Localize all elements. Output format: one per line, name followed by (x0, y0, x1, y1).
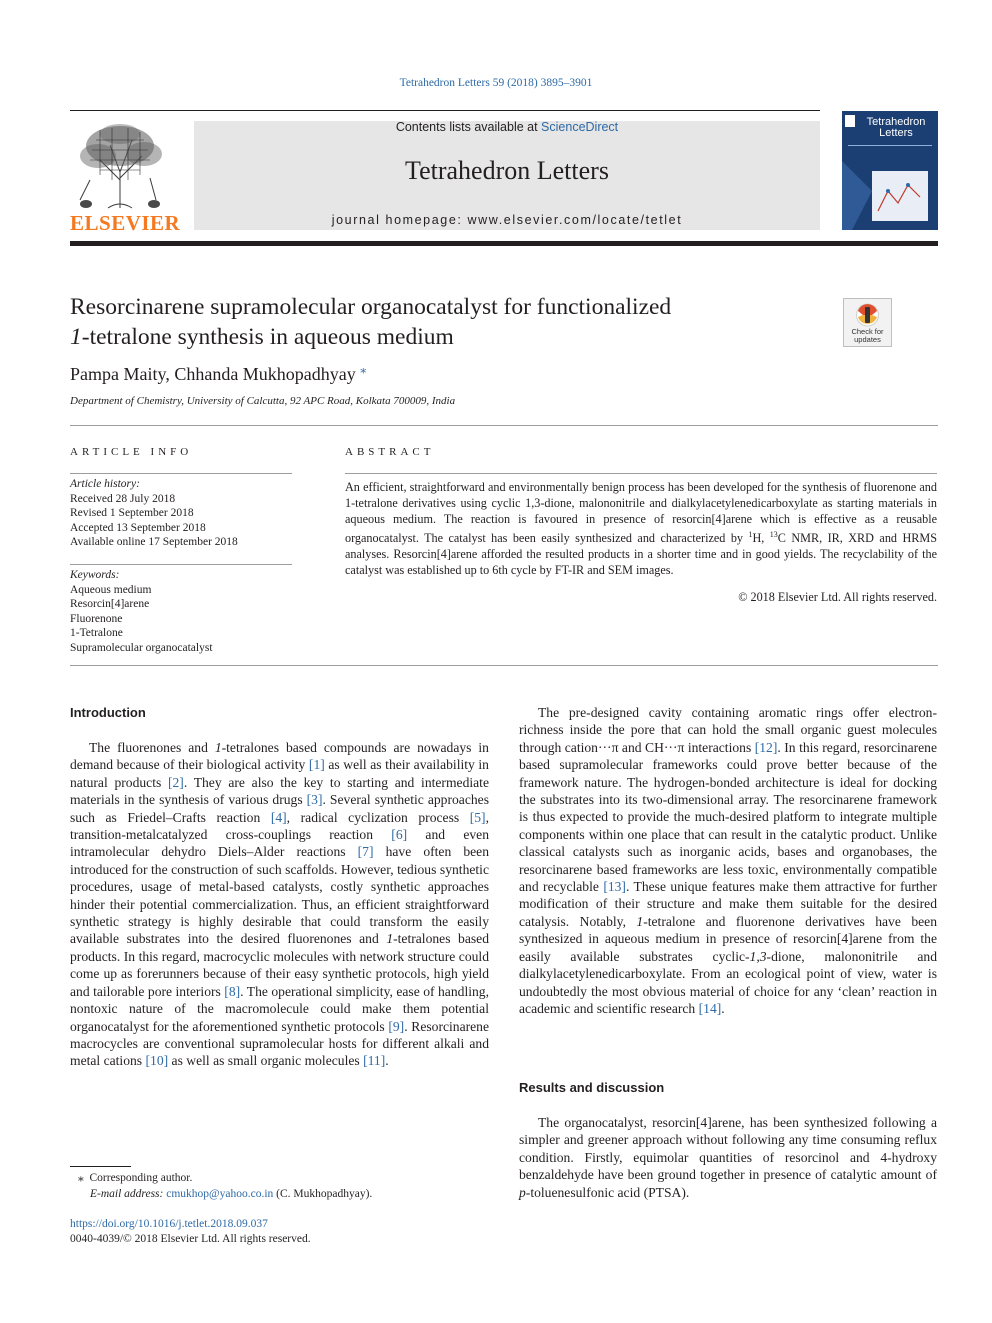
column-2-body (519, 704, 937, 1017)
header-thick-rule (70, 241, 938, 246)
footnote-corresponding (78, 1170, 192, 1186)
keyword: Supramolecular organocatalyst (70, 641, 213, 654)
journal-cover-thumbnail[interactable] (842, 111, 938, 230)
footnote-mark: ⁎ (78, 1172, 84, 1184)
article-info-heading: ARTICLE INFO (70, 446, 193, 458)
citation-link[interactable]: [10] (145, 1053, 169, 1069)
citation-link[interactable]: [2] (167, 774, 184, 790)
title-line-1: Resorcinarene supramolecular organocatalyst for functionalized (70, 294, 672, 320)
article-info-rule (70, 473, 292, 474)
history-label: Article history: (70, 478, 140, 490)
contents-line (194, 120, 820, 134)
header-rule (70, 110, 820, 111)
journal-reference[interactable]: Tetrahedron Letters 59 (2018) 3895–3901 (399, 77, 593, 89)
corresponding-label: Corresponding author. (89, 1172, 193, 1184)
sciencedirect-link[interactable]: ScienceDirect (541, 120, 619, 134)
journal-homepage[interactable]: journal homepage: www.elsevier.com/locate/tetlet (331, 213, 683, 227)
superscript: 1 (748, 530, 753, 539)
footnote-email (90, 1186, 372, 1202)
email-link[interactable]: cmukhop@yahoo.co.in (166, 1188, 274, 1200)
journal-title[interactable]: Tetrahedron Letters (405, 156, 609, 185)
abstract-text: An efficient, straightforward and environmentally benign process has been developed for the synthesis of fluorenone and 1-tetralone derivatives using cyclic 1,3-dione, malononitrile and dialkylacetylenedicarboxylate as starting materials in aqueous medium. The reaction is favoured in presence of resorcin[4]arene which is effective as a reusable organocatalyst. The catalyst has been easily synthesized and characterized by (345, 480, 937, 546)
introduction-paragraph: The fluorenones and 1-tetralones based compounds are nowadays in demand because of their biological activity [1] as well as their availability in natural products [2]. They are also the key to starting and intermediate materials in the synthesis of various drugs [3]. Several synthetic approaches such as Friedel–Crafts reaction [4], radical cyclization process [5], transition-metalcatalyzed cross-couplings reaction [6] and even intramolecular dehydro Diels–Alder reactions [7] have often been introduced for the construction of such scaffolds. However, tedious synthetic procedures, usage of metal-based catalysts, costly synthetic approaches hinder their potential commercialization. Thus, an efficient straightforward synthetic strategy is highly desirable that could transform the easily available substrates into the desired fluorenones and 1-tetralones based products. In this regard, macrocyclic molecules with network structure could come up as forerunners because of their easy synthetic protocols, high yield and tailorable pore interiors [8]. The operational simplicity, ease of handling, nontoxic nature of the macromolecule could make them potential organocatalyst for the aforementioned synthetic protocols [9]. Resorcinarene macrocycles are conventional supramolecular hosts for different alkali and metal cations [10] as well as small organic molecules [11]. (70, 740, 489, 1069)
doi-link[interactable] (70, 1216, 268, 1232)
abstract-text: H, (752, 531, 770, 546)
abstract-end-rule (70, 665, 938, 666)
email-owner: (C. Mukhopadhyay). (273, 1188, 373, 1200)
email-label: E-mail address: (90, 1188, 167, 1200)
superscript: 13 (769, 530, 778, 539)
keywords-label: Keywords: (70, 569, 120, 581)
citation-link[interactable]: [3] (306, 792, 323, 808)
citation-link[interactable]: [11] (363, 1053, 386, 1069)
authors-text: Pampa Maity, Chhanda Mukhopadhyay (70, 364, 356, 384)
history-online: Available online 17 September 2018 (70, 536, 238, 548)
citation-link[interactable]: [6] (391, 827, 408, 843)
abstract-body (345, 479, 937, 578)
cover-publisher-icon (845, 115, 855, 127)
citation-link[interactable]: [13] (603, 879, 626, 895)
title-italic-number: 1 (70, 324, 82, 350)
abstract-rule (345, 473, 937, 474)
citation-link[interactable]: [4] (270, 809, 287, 825)
results-heading: Results and discussion (519, 1080, 665, 1095)
keyword: Fluorenone (70, 612, 123, 625)
results-body (519, 1114, 937, 1201)
crossmark-label: Check for updates (851, 327, 884, 344)
footnote-rule (70, 1166, 131, 1167)
abstract-text: C NMR, IR, XRD and HRMS analyses. Resorcin[4]arene afforded the resulted products in a shorter time and in good yields. The recyclability of the catalyst was established up to 6th cycle by FT-IR and SEM images. (345, 531, 937, 578)
history-accepted: Accepted 13 September 2018 (70, 521, 206, 534)
introduction-body (70, 739, 489, 1070)
citation-link[interactable]: [5] (469, 809, 486, 825)
abstract-copyright: © 2018 Elsevier Ltd. All rights reserved. (738, 590, 937, 604)
title-line-2: -tetralone synthesis in aqueous medium (81, 324, 454, 350)
cover-title: Tetrahedron Letters (866, 116, 926, 139)
keyword: Aqueous medium (70, 583, 152, 596)
cover-artwork (842, 151, 938, 230)
keywords (70, 568, 292, 655)
keyword: Resorcin[4]arene (70, 598, 150, 610)
cover-divider (848, 145, 932, 146)
corresponding-author-mark[interactable]: ⁎ (360, 362, 367, 376)
abstract-heading: ABSTRACT (345, 446, 435, 458)
citation-link[interactable]: [9] (388, 1018, 405, 1034)
body-paragraph: The pre-designed cavity containing aromatic rings offer electron-richness inside the pore that can hold the small organic guest molecules through cation···π and CH···π interactions [12]. In this regard, resorcinarene based supramolecular frameworks could prove better because of the framework nature. The hydrogen-bonded architecture is ideal for docking the substrates into its two-dimensional array. The resorcinarene framework is thus expected to provide the much-desired platform to integrate multiple components within one place that can result in the catalytic product. Unlike classical catalysts such as inorganic acids, bases and organobases, the resorcinarene based frameworks are less toxic, environmentally compatible and recyclable [13]. These unique features make them attractive for further modification of their structure and make them suitable for the desired catalysis. Notably, 1-tetralone and fluorenone derivatives have been synthesized in aqueous medium in presence of resorcin[4]arene from the easily available substrates cyclic-1,3-dione, malononitrile and dialkylacetylenedicarboxylate. From an ecological point of view, water is undoubtedly the most obvious material of choice for any ‘clean’ reaction in academic and scientific research [14]. (519, 705, 937, 1016)
results-paragraph: The organocatalyst, resorcin[4]arene, has been synthesized following a simpler and greener approach without following any time consuming reflux condition. Firstly, equimolar quantities of resorcinol and 4-hydroxy benzaldehyde have been ground together in presence of catalytic amount of p-toluenesulfonic acid (PTSA). (519, 1115, 937, 1200)
article-history (70, 477, 292, 550)
citation-link[interactable]: [14] (698, 1000, 722, 1016)
front-matter-rule (70, 425, 938, 426)
keyword: 1-Tetralone (70, 627, 123, 639)
citation-link[interactable]: [12] (754, 739, 778, 755)
contents-prefix: Contents lists available at (395, 120, 542, 134)
publisher-wordmark: ELSEVIER (70, 211, 181, 235)
history-received: Received 28 July 2018 (70, 492, 176, 505)
issn-line: 0040-4039/© 2018 Elsevier Ltd. All rights reserved. (70, 1233, 311, 1245)
citation-link[interactable]: [7] (357, 844, 374, 860)
introduction-heading: Introduction (70, 705, 146, 720)
citation-link[interactable]: [8] (224, 983, 241, 999)
check-for-updates-badge[interactable] (843, 298, 892, 347)
article-title (70, 292, 830, 352)
affiliation: Department of Chemistry, University of Calcutta, 92 APC Road, Kolkata 700009, India (70, 395, 456, 407)
author-list (70, 362, 366, 385)
keywords-rule (70, 564, 292, 565)
citation-link[interactable]: [1] (308, 757, 325, 773)
history-revised: Revised 1 September 2018 (70, 507, 194, 519)
doi-text[interactable]: https://doi.org/10.1016/j.tetlet.2018.09.037 (70, 1218, 268, 1230)
